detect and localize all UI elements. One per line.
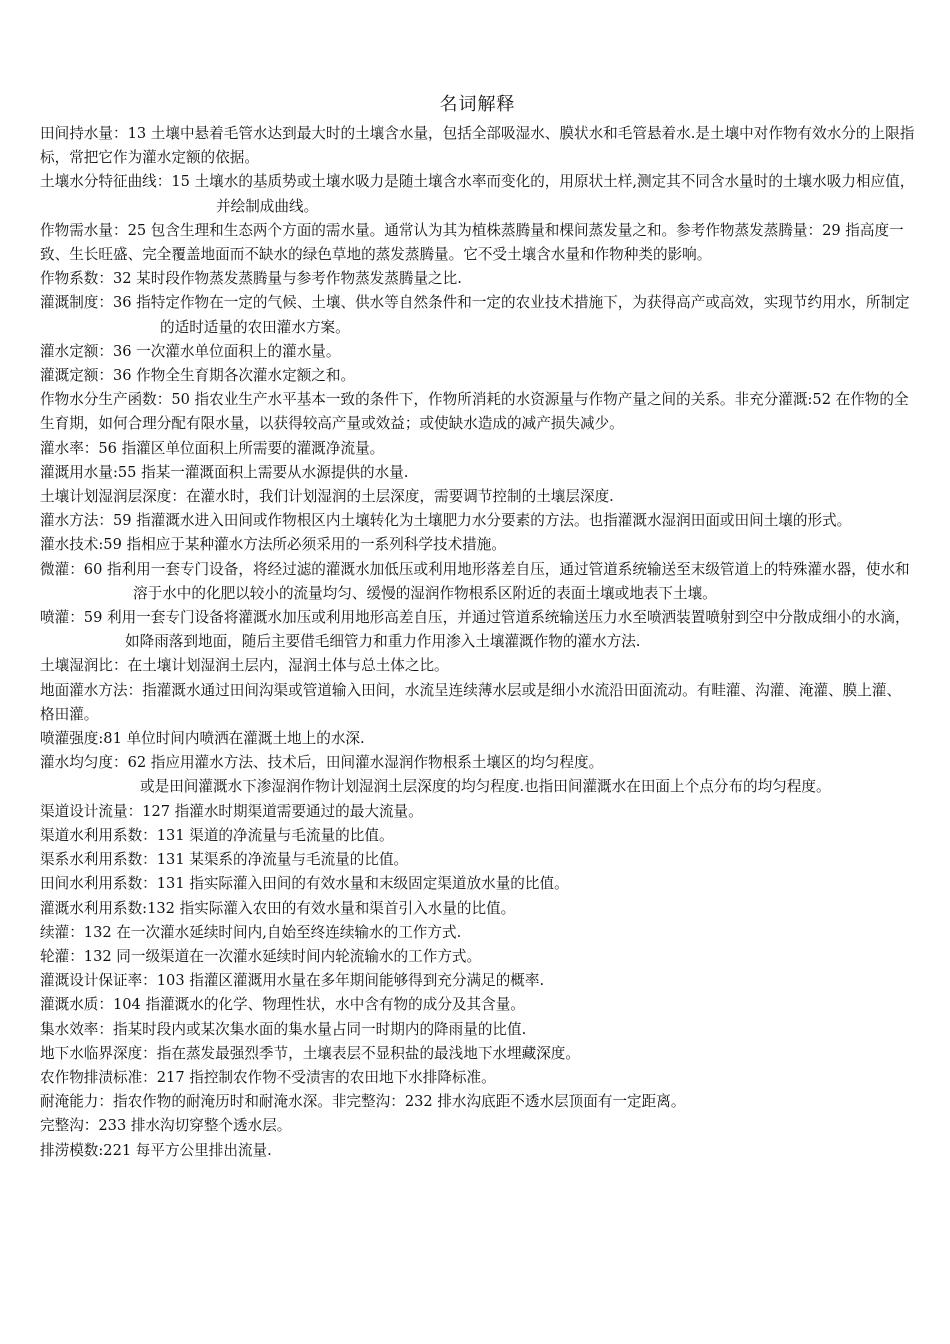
term-entry: 渠道水利用系数：131 渠道的净流量与毛流量的比值。 bbox=[40, 826, 394, 844]
term-entry: 灌水技术:59 指相应于某种灌水方法所必须采用的一系列科学技术措施。 bbox=[40, 536, 506, 554]
term-entry: 喷灌：59 利用一套专门设备将灌溉水加压或利用地形高差自压，并通过管道系统输送压力水至喷洒装置喷射到空中分散成细小的水滴，如降雨落到地面，随后主要借毛细管力和重力作用渗入土壤灌溉作物的灌水方法. bbox=[40, 609, 910, 651]
term-entry: 灌溉设计保证率：103 指灌区灌溉用水量在多年期间能够得到充分满足的概率. bbox=[40, 972, 545, 990]
term-entry: 灌水均匀度：62 指应用灌水方法、技术后，田间灌水湿润作物根系土壤区的均匀程度。 bbox=[40, 754, 604, 772]
term-entry: 土壤水分特征曲线：15 土壤水的基质势或土壤水吸力是随土壤含水率而变化的，用原状土样,测定其不同含水量时的土壤水吸力相应值，并绘制成曲线。 bbox=[40, 173, 915, 215]
term-entry: 渠系水利用系数：131 某渠系的净流量与毛流量的比值。 bbox=[40, 851, 409, 869]
term-entry: 灌溉水质：104 指灌溉水的化学、物理性状，水中含有物的成分及其含量。 bbox=[40, 996, 525, 1014]
term-entry: 完整沟：233 排水沟切穿整个透水层。 bbox=[40, 1117, 292, 1135]
term-entry: 集水效率：指某时段内或某次集水面的集水量占同一时期内的降雨量的比值. bbox=[40, 1020, 527, 1038]
term-entry: 灌水定额：36 一次灌水单位面积上的灌水量。 bbox=[40, 342, 341, 360]
term-entry: 田间水利用系数：131 指实际灌入田间的有效水量和末级固定渠道放水量的比值。 bbox=[40, 875, 569, 893]
term-entry: 作物系数：32 某时段作物蒸发蒸腾量与参考作物蒸发蒸腾量之比. bbox=[40, 270, 462, 288]
document-body bbox=[40, 92, 915, 1163]
term-entry: 微灌：60 指利用一套专门设备，将经过滤的灌溉水加低压或利用地形落差自压，通过管道系统输送至末级管道上的特殊灌水器，使水和溶于水中的化肥以较小的流量均匀、缓慢的湿润作物根系区附近的表面土壤或地表下土壤。 bbox=[40, 560, 910, 602]
term-entry-continued: 或是田间灌溉水下渗湿润作物计划湿润土层深度的均匀程度.也指田间灌溉水在田面上个点分布的均匀程度。 bbox=[140, 778, 831, 796]
term-entry: 农作物排渍标准：217 指控制农作物不受渍害的农田地下水排降标准。 bbox=[40, 1068, 496, 1086]
term-entry: 灌水方法：59 指灌溉水进入田间或作物根区内土壤转化为土壤肥力水分要素的方法。也指灌溉水湿润田面或田间土壤的形式。 bbox=[40, 512, 852, 530]
term-entry: 地下水临界深度：指在蒸发最强烈季节，土壤表层不显积盐的最浅地下水埋藏深度。 bbox=[40, 1044, 580, 1062]
term-entry: 耐淹能力：指农作物的耐淹历时和耐淹水深。非完整沟：232 排水沟底距不透水层顶面有一定距离。 bbox=[40, 1093, 686, 1111]
term-entry: 田间持水量：13 土壤中悬着毛管水达到最大时的土壤含水量，包括全部吸湿水、膜状水和毛管悬着水.是土壤中对作物有效水分的上限指标，常把它作为灌水定额的依据。 bbox=[40, 125, 915, 167]
term-entry: 灌溉水利用系数:132 指实际灌入农田的有效水量和渠首引入水量的比值。 bbox=[40, 899, 516, 917]
term-entry: 灌溉定额：36 作物全生育期各次灌水定额之和。 bbox=[40, 367, 356, 385]
term-entry: 续灌：132 在一次灌水延续时间内,自始至终连续输水的工作方式. bbox=[40, 923, 462, 941]
term-entry: 作物需水量：25 包含生理和生态两个方面的需水量。通常认为其为植株蒸腾量和棵间蒸发量之和。参考作物蒸发蒸腾量：29 指高度一致、生长旺盛、完全覆盖地面而不缺水的绿色草地的蒸发蒸腾量。它不受土壤含水量和作物种类的影响。 bbox=[40, 221, 904, 264]
term-entry: 渠道设计流量：127 指灌水时期渠道需要通过的最大流量。 bbox=[40, 802, 423, 820]
term-entry: 轮灌：132 同一级渠道在一次灌水延续时间内轮流输水的工作方式。 bbox=[40, 947, 482, 965]
term-entry: 土壤计划湿润层深度：在灌水时，我们计划湿润的土层深度，需要调节控制的土壤层深度. bbox=[40, 488, 614, 506]
page-title: 名词解释 bbox=[439, 94, 516, 115]
term-entry: 灌溉用水量:55 指某一灌溉面积上需要从水源提供的水量. bbox=[40, 463, 409, 481]
term-entry: 灌水率：56 指灌区单位面积上所需要的灌溉净流量。 bbox=[40, 439, 385, 457]
term-entry: 地面灌水方法：指灌溉水通过田间沟渠或管道输入田间，水流呈连续薄水层或是细小水流沿田面流动。有畦灌、沟灌、淹灌、膜上灌、格田灌。 bbox=[40, 681, 902, 723]
term-entry: 土壤湿润比：在土壤计划湿润土层内，湿润土体与总土体之比。 bbox=[40, 657, 449, 675]
term-entry: 喷灌强度:81 单位时间内喷洒在灌溉土地上的水深. bbox=[40, 730, 365, 748]
term-entry: 排涝模数:221 每平方公里排出流量. bbox=[40, 1141, 272, 1159]
term-entry: 作物水分生产函数：50 指农业生产水平基本一致的条件下，作物所消耗的水资源量与作物产量之间的关系。非充分灌溉:52 在作物的全生育期，如何合理分配有限水量，以获得较高产量或效益；或使缺水造成的减产损失减少。 bbox=[40, 391, 909, 433]
term-entry: 灌溉制度：36 指特定作物在一定的气候、土壤、供水等自然条件和一定的农业技术措施下，为获得高产或高效，实现节约用水，所制定的适时适量的农田灌水方案。 bbox=[40, 294, 910, 336]
